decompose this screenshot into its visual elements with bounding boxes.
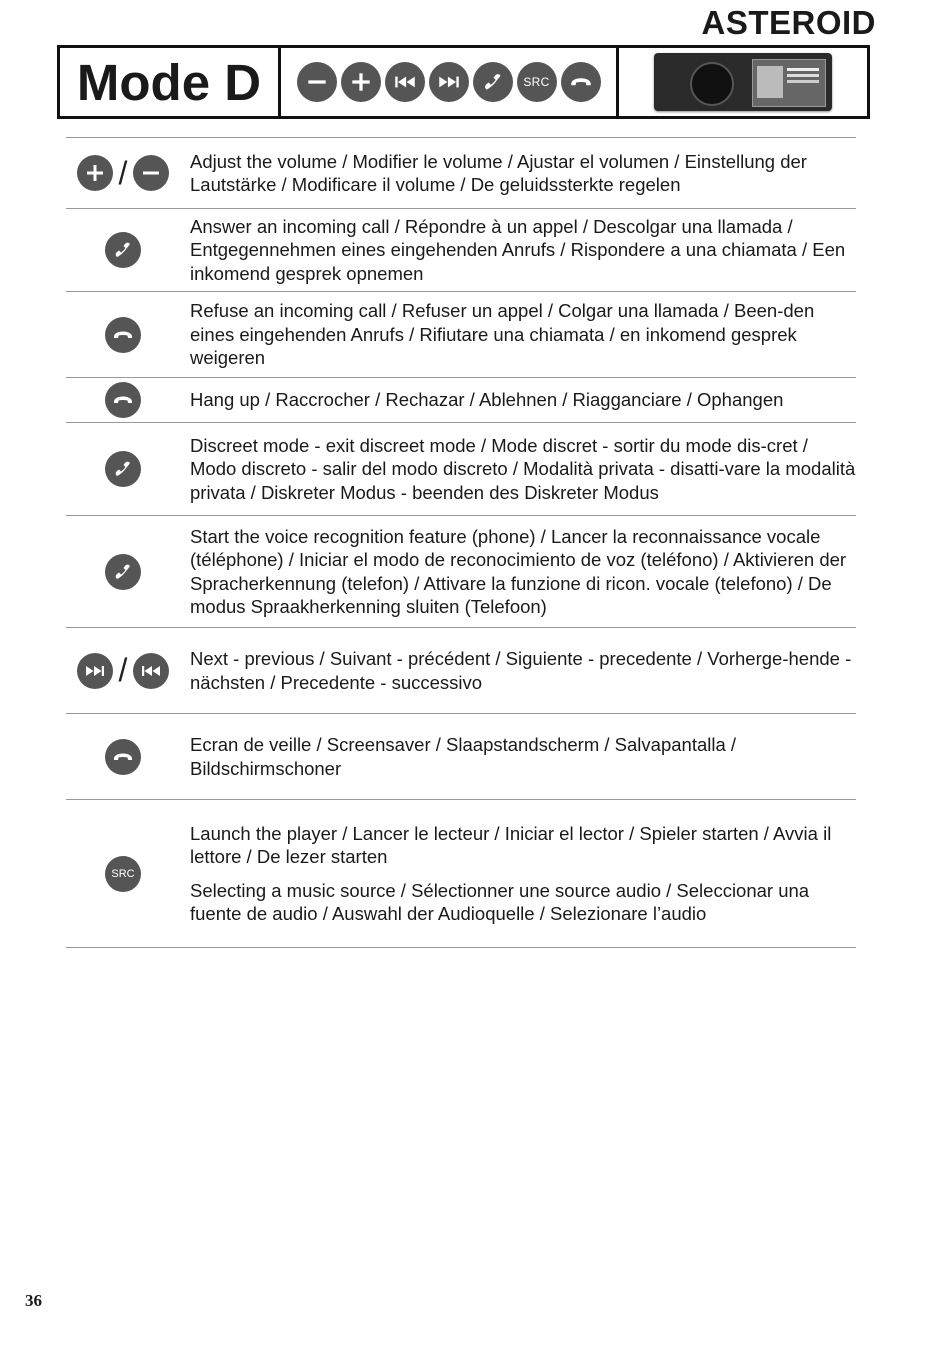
row-symbols <box>66 155 180 192</box>
row-description <box>180 150 856 197</box>
description-text: Launch the player / Lancer le lecteur / Iniciar el lector / Spieler starten / Avvia il lettore / De lezer starten <box>190 822 832 867</box>
phone-answer-icon <box>473 62 513 102</box>
car-stereo-device-image <box>654 53 832 111</box>
plus-icon <box>77 155 113 191</box>
description-text: Selecting a music source / Sélectionner une source audio / Seleccionar una fuente de audio / Auswahl der Audioquelle / Selezionare l’audio <box>190 879 810 924</box>
next-icon <box>429 62 469 102</box>
mode-title: Mode D <box>60 48 281 116</box>
row-symbols <box>66 856 180 892</box>
row-description <box>180 215 856 286</box>
description-text: Answer an incoming call / Répondre à un appel / Descolgar una llamada / Entgegennehmen eines eingehenden Anrufs / Rispondere a una chiamata / Een inkomend gesprek opnemen <box>190 215 846 284</box>
table-row <box>66 515 856 627</box>
device-screen <box>752 59 826 107</box>
phone-answer-icon <box>105 232 141 268</box>
screen-text-lines <box>787 68 819 71</box>
phone-answer-icon <box>105 554 141 590</box>
phone-hangup-icon <box>105 739 141 775</box>
src-icon: SRC <box>105 856 141 892</box>
device-knob <box>690 62 734 106</box>
row-symbols <box>66 317 180 353</box>
table-row <box>66 627 856 713</box>
row-description <box>180 525 856 619</box>
description-text: Adjust the volume / Modifier le volume / Ajustar el volumen / Einstellung der Lautstärke / Modificare il volume / De geluidssterkte regelen <box>190 150 807 195</box>
row-description <box>180 434 856 505</box>
mode-button-strip <box>281 48 619 116</box>
separator-slash: / <box>118 154 128 191</box>
previous-icon <box>385 62 425 102</box>
row-symbols <box>66 739 180 775</box>
row-description <box>180 733 856 780</box>
next-icon <box>77 653 113 689</box>
phone-hangup-icon <box>561 62 601 102</box>
table-row <box>66 799 856 948</box>
table-row <box>66 137 856 208</box>
brand-title: ASTEROID <box>701 4 876 41</box>
row-symbols <box>66 652 180 689</box>
minus-icon <box>133 155 169 191</box>
description-text: Ecran de veille / Screensaver / Slaapstandscherm / Salvapantalla / Bildschirmschoner <box>190 734 737 779</box>
previous-icon <box>133 653 169 689</box>
separator-slash: / <box>118 652 128 688</box>
table-row <box>66 377 856 422</box>
function-table <box>66 137 856 948</box>
page-number: 36 <box>25 1291 42 1310</box>
table-row <box>66 422 856 515</box>
row-description <box>180 388 856 412</box>
table-row <box>66 713 856 799</box>
description-text: Refuse an incoming call / Refuser un appel / Colgar una llamada / Been-den eines eingehenden Anrufs / Rifiutare una chiamata / en inkomend gesprek weigeren <box>190 300 815 369</box>
description-text: Next - previous / Suivant - précédent / Siguiente - precedente / Vorherge-hende - nächsten / Precedente - successivo <box>190 648 852 693</box>
mode-header <box>57 45 870 119</box>
row-symbols <box>66 554 180 590</box>
description-text: Start the voice recognition feature (phone) / Lancer la reconnaissance vocale (téléphone) / Iniciar el modo de reconocimiento de voz (teléfono) / Aktivieren der Spracherkennung (telefon) / Attivare la funzione di ricon. vocale (telefono) / De modus Spraakherkenning sluiten (Telefoon) <box>190 525 847 617</box>
row-description <box>180 299 856 370</box>
description-text: Hang up / Raccrocher / Rechazar / Ablehnen / Riagganciare / Ophangen <box>190 389 784 411</box>
table-row <box>66 291 856 377</box>
device-image-cell <box>619 48 867 116</box>
phone-answer-icon <box>105 451 141 487</box>
description-text: Discreet mode - exit discreet mode / Mode discret - sortir du mode dis-cret / Modo discreto - salir del modo discreto / Modalità privata - disatti-vare la modalità privata / Diskreter Modus - beenden des Diskreter Modus <box>190 434 856 503</box>
album-art <box>757 66 783 98</box>
row-description <box>180 647 856 694</box>
row-symbols <box>66 232 180 268</box>
row-description <box>180 822 856 926</box>
src-icon: SRC <box>517 62 557 102</box>
phone-hangup-icon <box>105 382 141 418</box>
table-row <box>66 208 856 291</box>
row-symbols <box>66 451 180 487</box>
plus-icon <box>341 62 381 102</box>
minus-icon <box>297 62 337 102</box>
phone-hangup-icon <box>105 317 141 353</box>
row-symbols <box>66 382 180 418</box>
